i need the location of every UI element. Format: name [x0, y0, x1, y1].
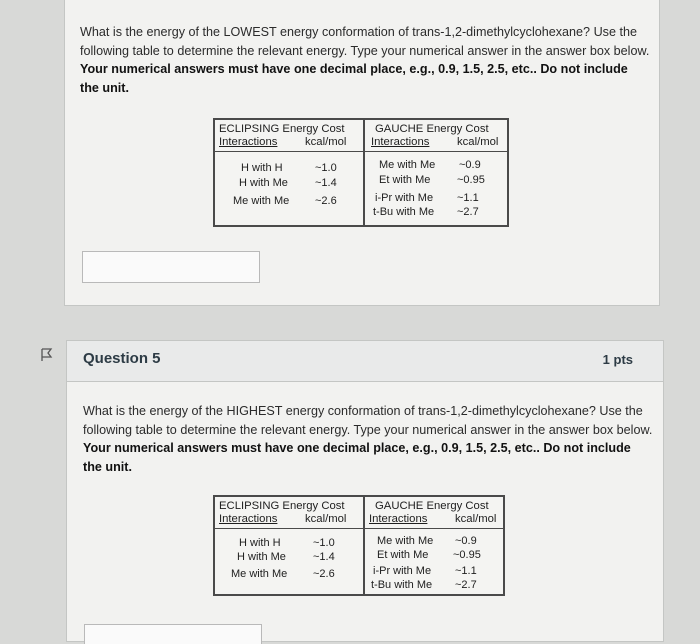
eclipsing-row-label: Me with Me — [231, 568, 288, 580]
energy-cost-table — [213, 495, 505, 596]
gauche-row-label: i-Pr with Me — [373, 565, 432, 577]
eclipsing-subheader — [219, 136, 347, 149]
eclipsing-column — [215, 497, 365, 594]
table-header-rule — [365, 151, 507, 152]
eclipsing-column — [215, 120, 365, 225]
table-header-rule — [215, 528, 363, 529]
gauche-row-label: i-Pr with Me — [375, 192, 434, 204]
gauche-header: GAUCHE Energy Cost — [375, 500, 489, 512]
gauche-unit-label: kcal/mol — [457, 136, 499, 148]
gauche-row-label: Et with Me — [377, 549, 429, 561]
eclipsing-row-label: H with H — [241, 162, 283, 174]
eclipsing-unit-label: kcal/mol — [305, 136, 347, 148]
gauche-subheader — [369, 513, 497, 526]
eclipsing-interactions-label: Interactions — [219, 513, 278, 525]
gauche-row-label: Me with Me — [377, 535, 434, 547]
gauche-interactions-label: Interactions — [369, 513, 428, 525]
eclipsing-header: ECLIPSING Energy Cost — [219, 123, 345, 135]
gauche-row-label: Et with Me — [379, 174, 431, 186]
eclipsing-interactions-label: Interactions — [219, 136, 278, 148]
flag-icon[interactable] — [40, 348, 54, 362]
gauche-row-value: ~0.95 — [457, 174, 485, 186]
gauche-row-label: t-Bu with Me — [371, 579, 433, 591]
gauche-unit-label: kcal/mol — [455, 513, 497, 525]
gauche-row-value: ~2.7 — [457, 206, 479, 218]
gauche-row-label: t-Bu with Me — [373, 206, 435, 218]
question-5-title: Question 5 — [83, 350, 161, 367]
eclipsing-row-value: ~1.4 — [313, 551, 335, 563]
question-5-header — [66, 340, 664, 382]
question-5-text — [83, 402, 653, 476]
gauche-row-value: ~1.1 — [457, 192, 479, 204]
eclipsing-unit-label: kcal/mol — [305, 513, 347, 525]
table-header-rule — [365, 528, 503, 529]
question-5-points: 1 pts — [602, 352, 633, 367]
question-4-prompt: What is the energy of the LOWEST energy conformation of trans-1,2-dimethylcyclohexane? Use the following table to determine the relevant energy. Type your numerical answer in the answer box below. — [80, 25, 650, 58]
gauche-column — [365, 120, 507, 225]
question-5-card — [66, 382, 664, 642]
energy-cost-table — [213, 118, 509, 227]
gauche-row-value: ~0.9 — [459, 159, 481, 171]
eclipsing-row-label: H with Me — [237, 551, 286, 563]
eclipsing-row-value: ~1.4 — [315, 177, 337, 189]
gauche-subheader — [371, 136, 499, 149]
eclipsing-row-label: H with Me — [239, 177, 288, 189]
eclipsing-row-value: ~2.6 — [313, 568, 335, 580]
eclipsing-row-value: ~1.0 — [313, 537, 335, 549]
gauche-column — [365, 497, 503, 594]
eclipsing-row-label: Me with Me — [233, 195, 290, 207]
eclipsing-row-label: H with H — [239, 537, 281, 549]
eclipsing-row-value: ~2.6 — [315, 195, 337, 207]
question-4-answer-input[interactable] — [82, 251, 260, 283]
question-5-instructions: Your numerical answers must have one decimal place, e.g., 0.9, 1.5, 2.5, etc.. Do not include the unit. — [83, 441, 631, 474]
eclipsing-row-value: ~1.0 — [315, 162, 337, 174]
gauche-interactions-label: Interactions — [371, 136, 430, 148]
eclipsing-header: ECLIPSING Energy Cost — [219, 500, 345, 512]
question-4-instructions: Your numerical answers must have one decimal place, e.g., 0.9, 1.5, 2.5, etc.. Do not include the unit. — [80, 62, 628, 95]
gauche-header: GAUCHE Energy Cost — [375, 123, 489, 135]
question-4-card — [64, 0, 660, 306]
gauche-row-value: ~0.95 — [453, 549, 481, 561]
question-5-answer-input[interactable] — [84, 624, 262, 644]
gauche-row-value: ~0.9 — [455, 535, 477, 547]
question-5-prompt: What is the energy of the HIGHEST energy conformation of trans-1,2-dimethylcyclohexane? Use the following table to determine the relevant energy. Type your numerical answer in the answer box below. — [83, 404, 653, 437]
gauche-row-label: Me with Me — [379, 159, 436, 171]
gauche-row-value: ~1.1 — [455, 565, 477, 577]
question-4-text — [80, 23, 650, 97]
gauche-row-value: ~2.7 — [455, 579, 477, 591]
eclipsing-subheader — [219, 513, 347, 526]
table-header-rule — [215, 151, 363, 152]
